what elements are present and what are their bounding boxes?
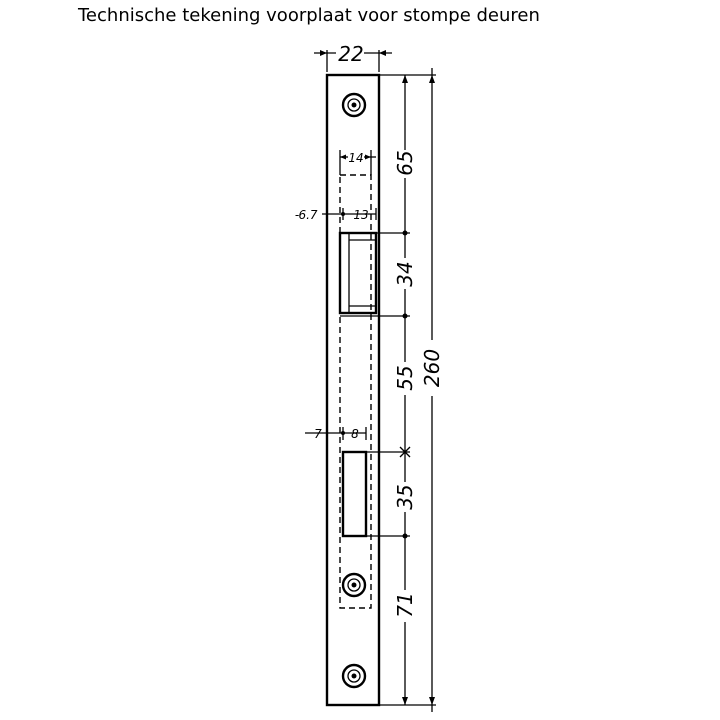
dim-260: 260 [420, 348, 444, 388]
dim-7: 7 [314, 427, 322, 441]
screw-hole-middle [343, 574, 365, 596]
dim-14: 14 [348, 151, 364, 165]
dim-65: 65 [393, 150, 417, 176]
dim-13: 13 [353, 208, 369, 222]
screw-hole-bottom [343, 665, 365, 687]
dim-34: 34 [393, 261, 417, 287]
dim-8: 8 [351, 427, 359, 441]
dim-22: 22 [338, 42, 364, 66]
bolt-opening [343, 452, 366, 536]
total-length-dimension-line [429, 68, 435, 712]
screw-hole-top [343, 94, 365, 116]
dim-6-7: 6.7 [298, 208, 318, 222]
dim-35: 35 [393, 484, 417, 510]
drawing-title: Technische tekening voorplaat voor stompe deuren [78, 5, 540, 26]
dim-55: 55 [393, 365, 417, 391]
dim-71: 71 [393, 592, 417, 618]
extension-lines [340, 75, 436, 705]
svg-text:-: - [294, 208, 300, 222]
